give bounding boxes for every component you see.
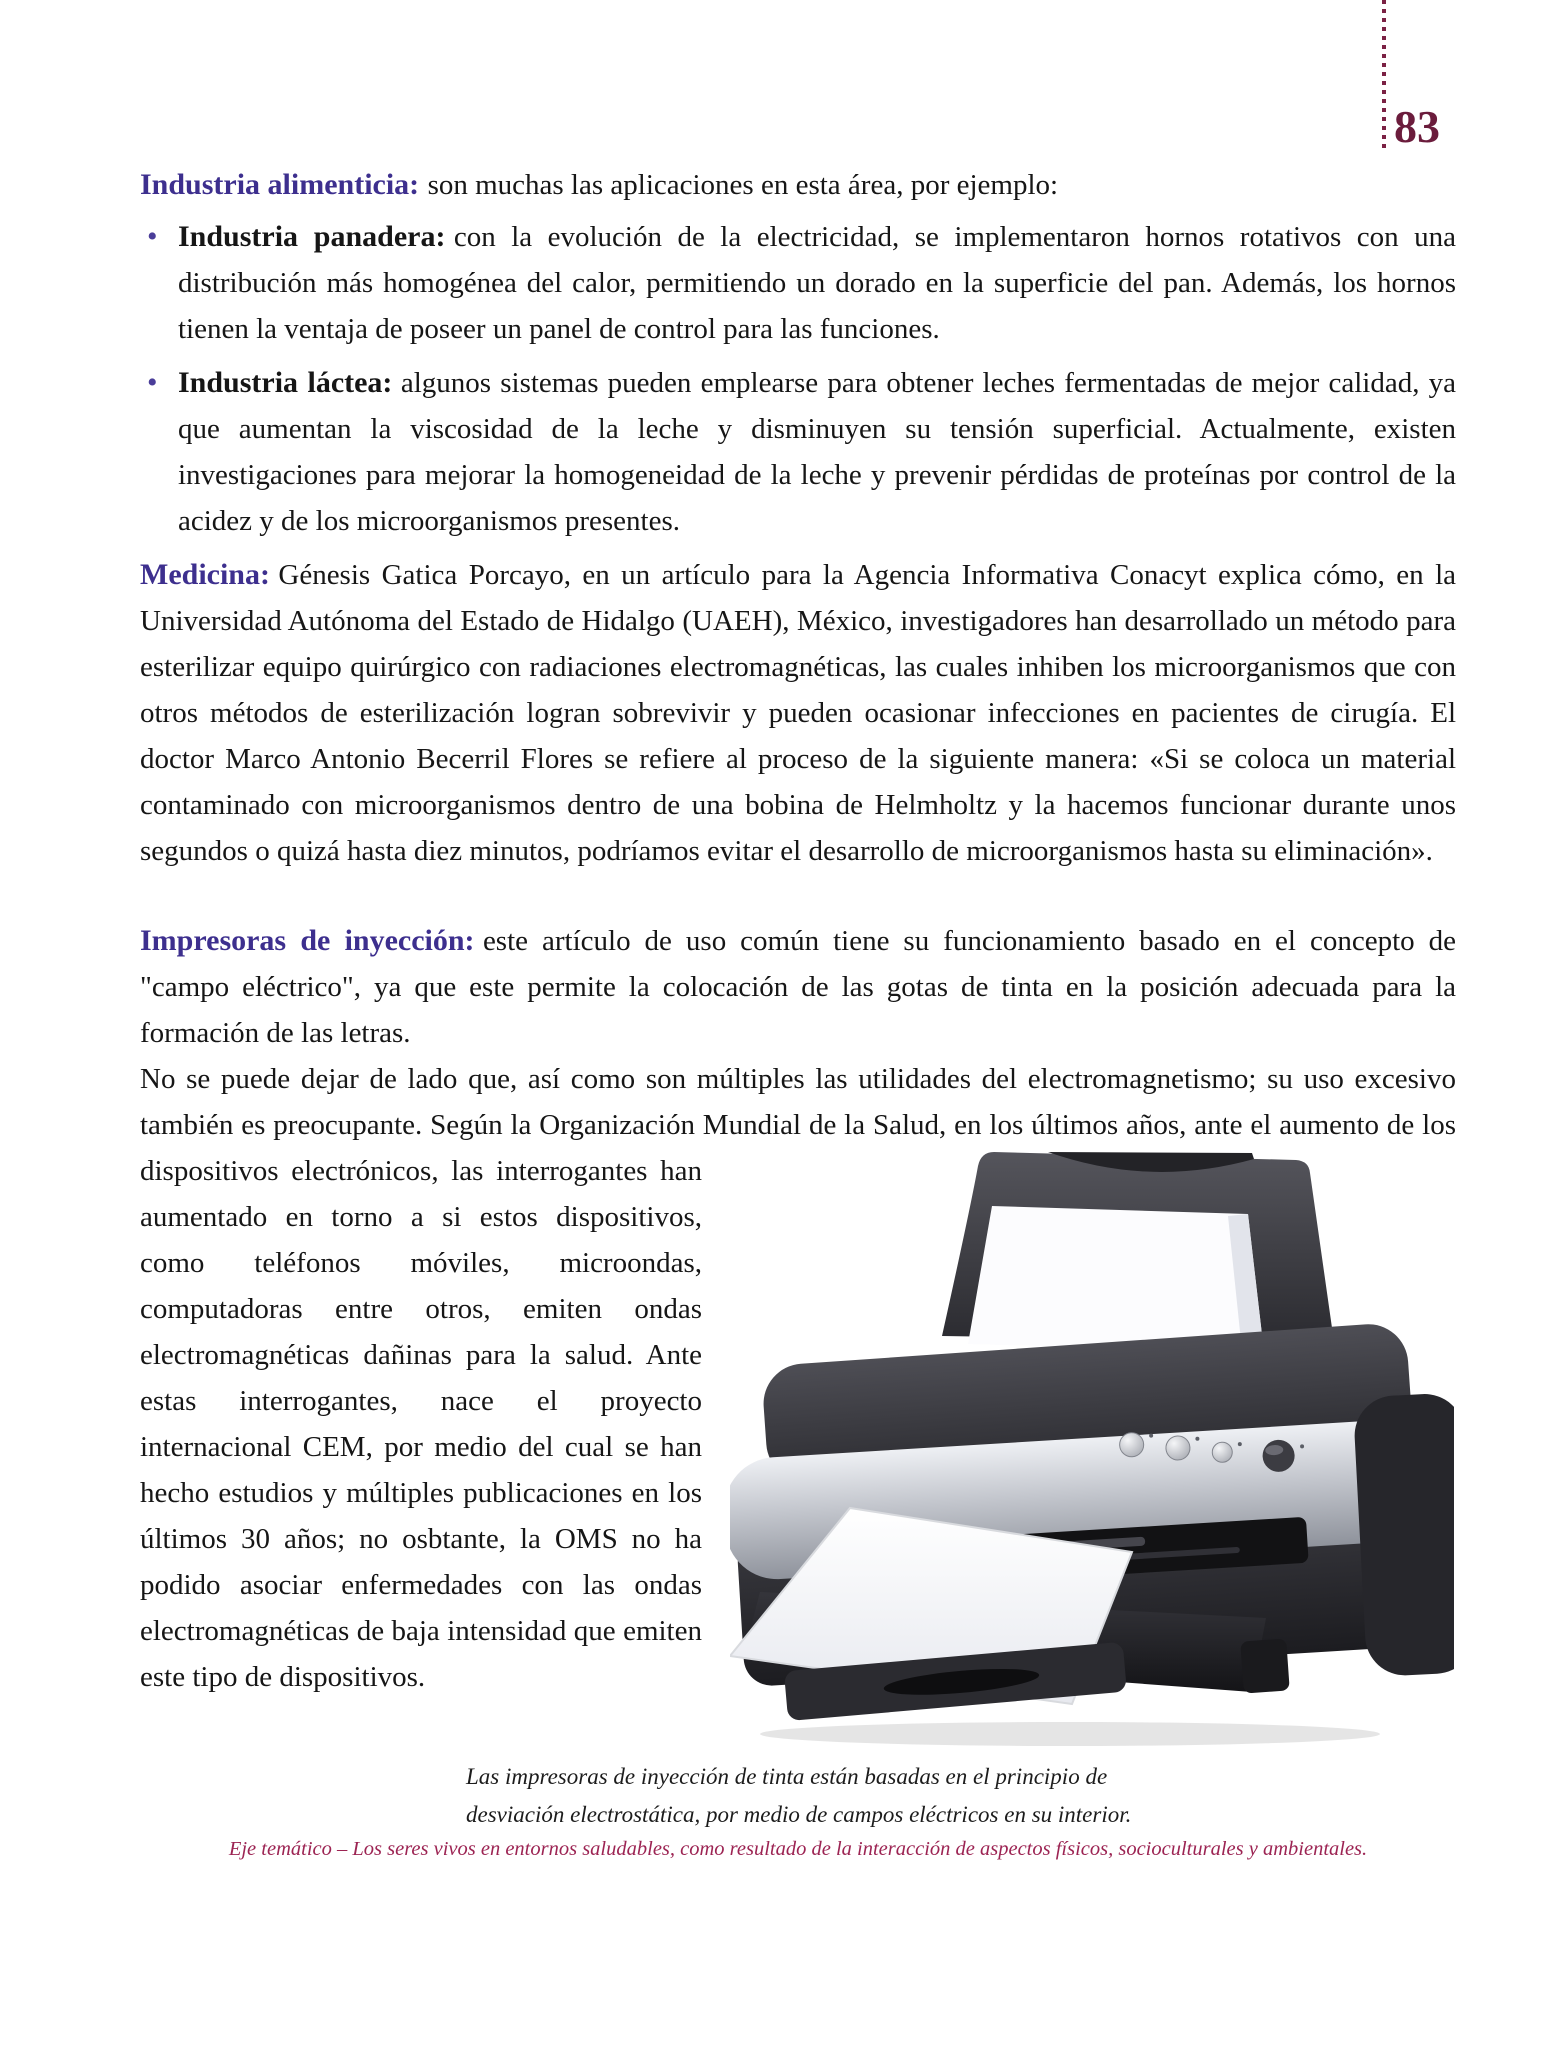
heading-medicina: Medicina: (140, 558, 270, 591)
bullet-marker: • (147, 366, 158, 399)
footer-theme: Eje temático – Los seres vivos en entornos saludables, como resultado de la interacción de aspectos físicos, socioculturales y ambientales. (228, 1838, 1368, 1860)
list-item-industria-panadera (140, 214, 1456, 352)
panadera-text: con la evolución de la electricidad, se implementaron hornos rotativos con una distribución más homogénea del calor, permitiendo un dorado en la superficie del pan. Además, los hornos tienen la ventaja de poseer un panel de control para las funciones. (178, 221, 1456, 345)
medicina-text: Génesis Gatica Porcayo, en un artículo para la Agencia Informativa Conacyt explica cómo, en la Universidad Autónoma del Estado de Hidalgo (UAEH), México, investigadores han desarrollado un método para esterilizar equipo quirúrgico con radiaciones electromagnéticas, las cuales inhiben los microorganismos que con otros métodos de esterilización logran sobrevivir y pueden ocasionar infecciones en pacientes de cirugía. El doctor Marco Antonio Becerril Flores se refiere al proceso de la siguiente manera: «Si se coloca un material contaminado con microorganismos dentro de una bobina de Helmholtz y la hacemos funcionar durante unos segundos o quizá hasta diez minutos, podríamos evitar el desarrollo de microorganismos hasta su eliminación». (140, 559, 1456, 867)
content (140, 162, 1456, 1864)
figure-caption: Las impresoras de inyección de tinta están basadas en el principio de desviación electrostática, por medio de campos eléctricos en su interior. (466, 1764, 1132, 1827)
list-item-industria-lactea (140, 360, 1456, 544)
section-impresoras (140, 918, 1456, 1056)
impresoras-text: este artículo de uso común tiene su funcionamiento basado en el concepto de "campo eléctrico", ya que este permite la colocación de las gotas de tinta en la posición adecuada para la formación de las letras. (140, 925, 1456, 1049)
lead-industria-lactea: Industria láctea: (178, 366, 393, 399)
heading-impresoras: Impresoras de inyección: (140, 924, 475, 957)
dotted-separator (1382, 0, 1386, 148)
oms-text-after: los últimos años, ante el aumento de los dispositivos electrónicos, las interrogantes han aumentado en torno a si estos dispositivos, como teléfonos móviles, microondas, computadoras entre otros, emiten ondas electromagnéticas dañinas para la salud. Ante estas interrogantes, nace el proyecto internacional CEM, por medio del cual se han hecho estudios y múltiples publicaciones en los últimos 30 años; no osbtante, la OMS no ha podido asociar enfermedades con las ondas electromagnéticas de baja intensidad que emiten este tipo de dispositivos. (140, 1109, 1456, 1693)
printer-figure (466, 1148, 1456, 1834)
alimenticia-intro-text: son muchas las aplicaciones en esta área, por ejemplo: (427, 169, 1059, 201)
section-oms (140, 1056, 1456, 1827)
inkjet-printer-photo (730, 1148, 1454, 1748)
page-number: 83 (1394, 101, 1440, 152)
bullet-marker: • (147, 220, 158, 253)
lead-industria-panadera: Industria panadera: (178, 220, 446, 253)
oms-text-before: No se puede dejar de lado que, así como son múltiples las utilidades del electromagnetismo; su uso excesivo también es preocupante. Según la Organización Mundial de la Salud, en (140, 1063, 1456, 1141)
heading-industria-alimenticia: Industria alimenticia: (140, 168, 420, 201)
lactea-text: algunos sistemas pueden emplearse para obtener leches fermentadas de mejor calidad, ya que aumentan la viscosidad de la leche y disminuyen su tensión superficial. Actualmente, existen investigaciones para mejorar la homogeneidad de la leche y prevenir pérdidas de proteínas por control de la acidez y de los microorganismos presentes. (178, 367, 1457, 537)
section-alimenticia-intro (140, 162, 1456, 208)
section-medicina (140, 552, 1456, 874)
bullet-text (178, 214, 1456, 352)
bullet-text (178, 360, 1456, 544)
